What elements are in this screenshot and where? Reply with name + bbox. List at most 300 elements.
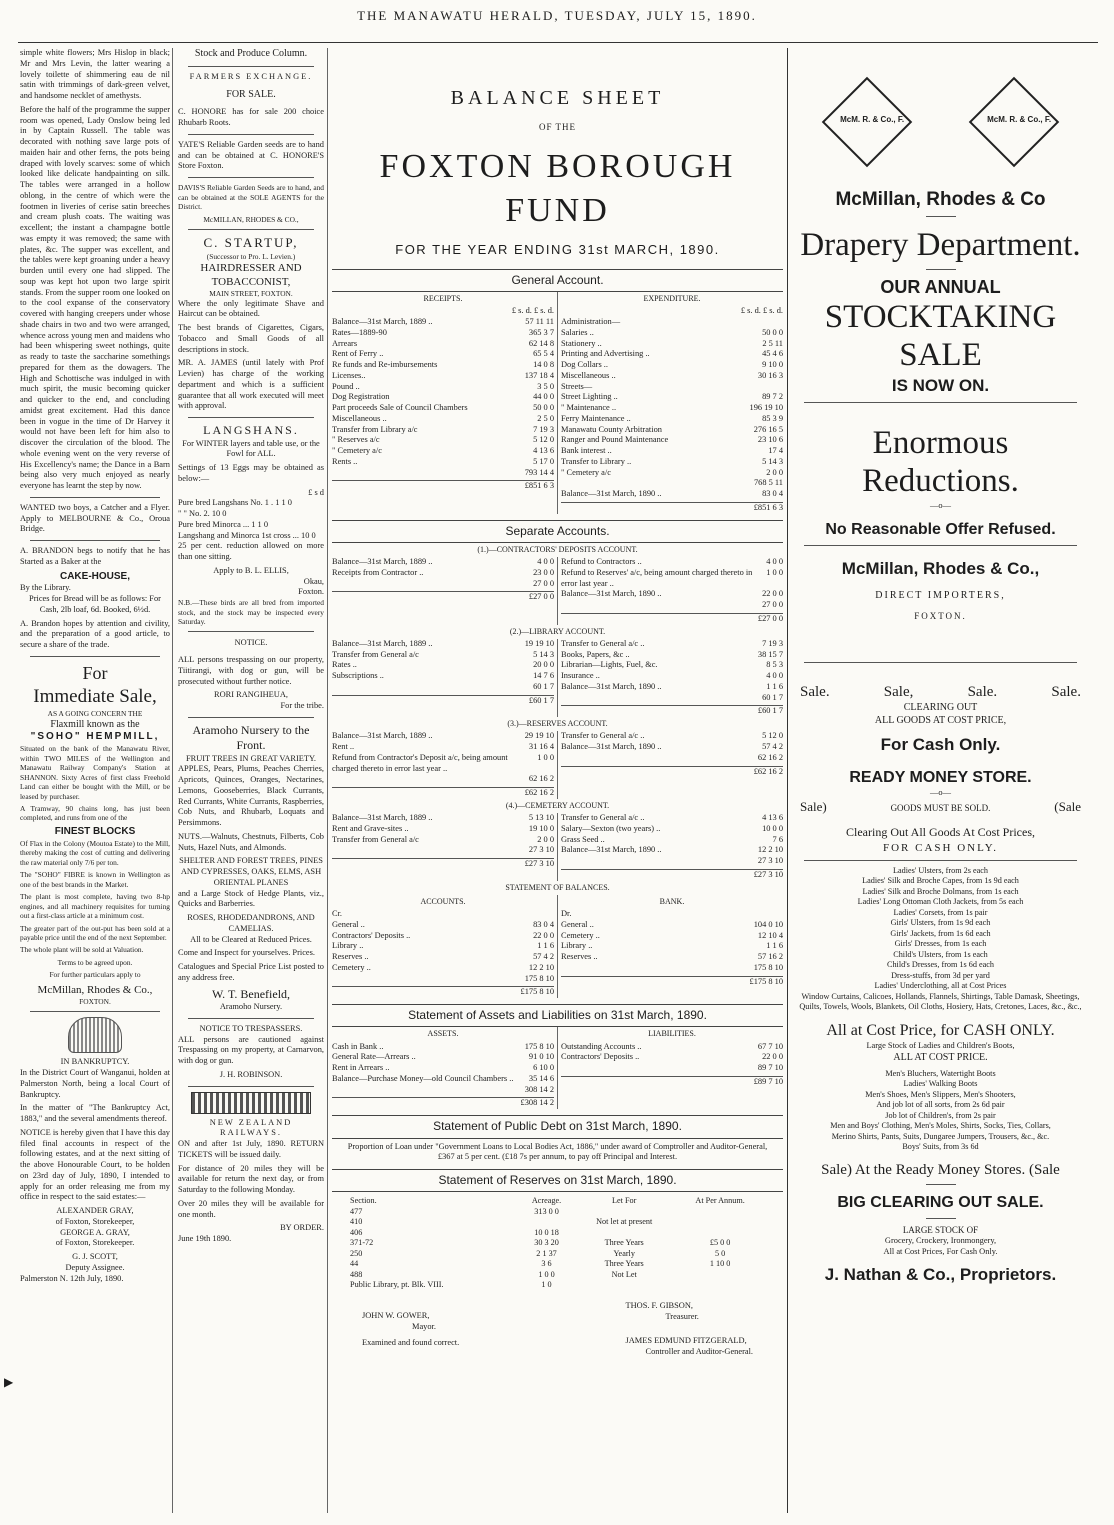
firm-logo-icon <box>968 77 1059 168</box>
no-offer-refused: No Reasonable Offer Refused. <box>825 520 1056 538</box>
account-label: Bank interest .. <box>561 446 612 456</box>
fibre-text: The "SOHO" FIBRE is known in Wellington as one of the best brands in the Market. <box>20 870 170 889</box>
yates-ad: YATE'S Reliable Garden seeds are to hand and can be obtained at C. HONORE'S Store Foxton. <box>178 139 324 171</box>
account-label: Balance—31st March, 1889 .. <box>332 557 433 567</box>
col-acreage: Acreage. <box>531 1196 562 1206</box>
account-label: Balance—31st March, 1889 .. <box>332 638 433 648</box>
account-row <box>332 731 554 742</box>
account-amount: 5 13 10 <box>528 813 554 823</box>
library-right <box>561 639 783 704</box>
list-item: Ladies' Silk and Broche Dolmans, from 1s each <box>862 886 1019 896</box>
account-amount: 20 0 0 <box>533 660 554 670</box>
flax-text: Of Flax in the Colony (Moutoa Estate) to the Mill, thereby making the cost of cutting and delivering the raw material only 7/6 per ton. <box>20 838 170 867</box>
account-label: Library .. <box>561 941 593 951</box>
account-amount: 83 0 4 <box>762 489 783 499</box>
account-row <box>332 468 554 479</box>
account-amount: 65 5 4 <box>533 349 554 359</box>
cemetery-right-total: £27 3 10 <box>561 869 783 881</box>
list-item: Ladies' Walking Boots <box>903 1079 978 1089</box>
account-row <box>561 931 783 942</box>
account-amount: 4 0 0 <box>766 671 783 681</box>
list-item: Men's Bluchers, Watertight Boots <box>885 1068 996 1078</box>
treasurer-label: Treasurer. <box>665 1311 699 1321</box>
reserves-cell: 3 6 <box>541 1259 552 1269</box>
reserves-row <box>350 1228 765 1239</box>
account-label: Reserves .. <box>561 952 598 962</box>
account-amount: 12 2 10 <box>757 845 783 855</box>
account-row <box>332 813 554 824</box>
account-label: Transfer from General a/c <box>332 649 419 659</box>
for-cash-only: FOR CASH ONLY. <box>882 841 999 854</box>
reduced-text: All to be Cleared at Reduced Prices. <box>190 934 312 944</box>
reserves-left-total: £62 16 2 <box>332 787 554 799</box>
cemetery-right <box>561 813 783 867</box>
account-row <box>332 920 554 931</box>
sale-left: Sale) <box>800 798 827 814</box>
account-amount <box>779 382 783 393</box>
cash-only: For Cash Only. <box>880 734 1001 754</box>
account-label: Street Lighting .. <box>561 392 618 402</box>
finest-blocks: FINEST BLOCKS <box>54 825 136 837</box>
account-row <box>332 579 554 590</box>
benefield-name: W. T. Benefield, <box>211 986 291 1001</box>
clearing-all: Clearing Out All Goods At Cost Prices, <box>846 825 1035 840</box>
account-row <box>561 813 783 824</box>
account-label: Rent of Ferry .. <box>332 349 384 359</box>
account-amount: 27 3 10 <box>528 845 554 855</box>
column-4 <box>787 48 1087 1513</box>
list-item: Job lot of Children's, from 2s pair <box>885 1110 996 1120</box>
account-row <box>332 952 554 963</box>
account-amount: 50 0 0 <box>533 403 554 413</box>
list-item: Boys' Suits, from 3s 6d <box>902 1142 979 1152</box>
account-amount: 175 8 10 <box>524 973 554 983</box>
reserves-cell: 406 <box>350 1227 363 1237</box>
account-row <box>561 468 783 479</box>
account-amount: 44 0 0 <box>533 392 554 402</box>
balances-left-total: £175 8 10 <box>332 986 554 998</box>
gray-name: GEORGE A. GRAY, <box>60 1227 130 1237</box>
account-row <box>561 568 783 590</box>
expenditure-list <box>561 317 783 500</box>
account-label: Cemetery .. <box>561 930 600 940</box>
assets-table <box>332 1027 783 1109</box>
borough-fund-title: FOXTON BOROUGH FUND <box>379 148 736 229</box>
expenditure-label: EXPENDITURE. <box>643 294 701 304</box>
account-row <box>561 392 783 403</box>
reserves-cell: Not let at present <box>596 1217 653 1227</box>
gray-detail: of Foxton, Storekeeper, <box>55 1216 135 1226</box>
drapery-heading: Drapery Department. <box>800 227 1081 264</box>
account-amount: 22 0 0 <box>762 1052 783 1062</box>
account-row <box>561 952 783 963</box>
mill-location: Situated on the bank of the Manawatu River, within TWO MILES of the Wellington and Manawatu Railway Company's Station at SHANNON. Sixty Acres of first class Freehold Land can either be bought with the Mill, or be leased by purchaser. <box>20 744 170 801</box>
fruit-heading: FRUIT TREES IN GREAT VARIETY. <box>185 753 317 763</box>
reserves-cell <box>675 1228 765 1239</box>
account-amount <box>779 317 783 328</box>
reserves-cell <box>573 1280 675 1291</box>
account-label: Rents .. <box>332 456 358 466</box>
reserves-table <box>332 731 783 799</box>
account-label: Arrears <box>332 338 358 348</box>
assets-total: £308 14 2 <box>332 1097 554 1109</box>
account-amount: 7 19 3 <box>533 424 554 434</box>
account-row <box>561 920 783 931</box>
reserves-heading: (3.)—RESERVES ACCOUNT. <box>507 719 608 729</box>
account-row <box>332 931 554 942</box>
account-amount: 8 5 3 <box>766 660 783 670</box>
account-label: Rent in Arrears .. <box>332 1063 390 1073</box>
order-label: BY ORDER. <box>280 1223 324 1233</box>
account-amount: 5 12 0 <box>533 435 554 445</box>
signatures <box>332 1301 783 1358</box>
divider <box>804 662 1077 663</box>
june-date: June 19th 1890. <box>178 1234 232 1244</box>
reserves-cell: Yearly <box>613 1248 635 1258</box>
enormous-heading: Enormous Reductions. <box>862 424 1019 499</box>
account-row <box>561 835 783 846</box>
plant-text: The plant is most complete, having two 8-hp engines, and all machinery requisites for turning out a first-class article at a minimum cost. <box>20 892 170 921</box>
account-row <box>561 693 783 704</box>
account-row <box>332 349 554 360</box>
reserves-statement-table <box>350 1196 765 1291</box>
account-label: Transfer to Library .. <box>561 456 632 466</box>
account-amount: 30 16 3 <box>757 370 783 380</box>
reserves-row <box>350 1217 765 1228</box>
account-label: Balance—31st March, 1890 .. <box>561 742 662 752</box>
train-icon <box>191 1092 311 1114</box>
balances-heading: STATEMENT OF BALANCES. <box>505 882 610 892</box>
account-amount: 793 14 4 <box>524 467 554 477</box>
gower-name: JOHN W. GOWER, <box>362 1310 430 1320</box>
particulars-text: For further particulars apply to <box>49 970 141 980</box>
account-amount: 137 18 4 <box>524 370 554 380</box>
divider <box>30 497 160 498</box>
account-row <box>332 446 554 457</box>
contractors-left <box>332 557 554 589</box>
notice-heading: NOTICE. <box>234 638 268 648</box>
reserves-cell: 1 0 0 <box>538 1269 555 1279</box>
gray-detail: of Foxton, Storekeeper. <box>55 1238 135 1248</box>
reserves-header-row <box>350 1196 765 1207</box>
sale-word: Sale, <box>883 684 914 701</box>
account-label: Salaries .. <box>561 327 594 337</box>
bread-prices: Prices for Bread will be as follows: For Cash, 2lb loaf, 6d. Booked, 6½d. <box>29 594 161 614</box>
nursery-label: Aramoho Nursery. <box>219 1002 283 1012</box>
settings-text: Settings of 13 Eggs may be obtained as below:— <box>178 463 324 483</box>
account-amount: 2 5 0 <box>537 413 554 423</box>
importers: DIRECT IMPORTERS, <box>875 589 1006 601</box>
account-row <box>332 974 554 985</box>
account-row <box>332 382 554 393</box>
account-label: Outstanding Accounts .. <box>561 1041 642 1051</box>
apples-text: APPLES, Pears, Plums, Peaches Cherries, Apricots, Quinces, Oranges, Nectarines, Lemons, Gooseberries, Black Currants, Red Currants, White Currants, Raspberries, Cob Nuts, and Rhubarb, Loquats and Persimmons. <box>178 764 324 828</box>
reserves-cell: 5 0 <box>714 1248 726 1258</box>
account-row <box>561 650 783 661</box>
reserves-cell <box>573 1228 675 1239</box>
column-3 <box>327 48 783 1513</box>
account-label: Insurance .. <box>561 671 600 681</box>
account-row <box>561 382 783 393</box>
account-row <box>332 1042 554 1053</box>
contractors-right-total: £27 0 0 <box>561 613 783 625</box>
reserves-cell <box>520 1217 573 1228</box>
items-list <box>794 866 1087 1013</box>
divider <box>30 1011 160 1012</box>
account-label: Balance—31st March, 1889 .. <box>332 813 433 823</box>
divider <box>30 540 160 541</box>
now-on: IS NOW ON. <box>891 376 990 396</box>
account-amount: 768 5 11 <box>753 478 783 488</box>
reduction-text: 25 per cent. reduction allowed on more than one sitting. <box>178 541 324 562</box>
contractors-left-total: £27 0 0 <box>332 591 554 603</box>
winter-text: For WINTER layers and table use, or the Fowl for ALL. <box>182 438 320 459</box>
nathan-proprietors: J. Nathan & Co., Proprietors. <box>824 1264 1057 1284</box>
account-amount: 35 14 6 <box>528 1073 554 1083</box>
for-sale-heading: FOR SALE. <box>226 88 276 100</box>
reserves-right <box>561 731 783 763</box>
grocery-line: Grocery, Crockery, Ironmongery, <box>884 1236 997 1246</box>
aramoho-heading: Aramoho Nursery to the Front. <box>192 722 310 753</box>
receipts-side <box>332 292 558 513</box>
account-label: General .. <box>561 919 594 929</box>
expenditure-side <box>558 292 783 513</box>
distance-text: For distance of 20 miles they will be available for return the next day, or from Saturday to the following Monday. <box>178 1163 324 1195</box>
account-row <box>561 435 783 446</box>
come-text: Come and Inspect for yourselves. Prices. <box>178 948 315 958</box>
list-item: Men and Boys' Clothing, Men's Moles, Shirts, Socks, Ties, Collars, <box>830 1121 1051 1131</box>
account-amount: 62 14 8 <box>528 338 554 348</box>
ready-money-store: READY MONEY STORE. <box>849 768 1032 786</box>
balance-sheet-title: BALANCE SHEET <box>450 87 665 109</box>
column-1 <box>20 48 170 1513</box>
divider <box>188 229 314 230</box>
account-amount: 89 7 10 <box>757 1063 783 1073</box>
account-label: Transfer from General a/c <box>332 834 419 844</box>
contractors-heading: (1.)—CONTRACTORS' DEPOSITS ACCOUNT. <box>477 544 638 554</box>
account-amount: 19 19 10 <box>524 638 554 648</box>
successor-note: (Successor to Pro. L. Levien.) <box>206 251 296 261</box>
account-amount: 12 2 10 <box>528 962 554 972</box>
foxton-label: FOXTON. <box>914 610 967 621</box>
bank-label: BANK. <box>659 896 685 906</box>
public-debt-text: Proportion of Loan under "Government Loans to Local Bodies Act, 1886," under award of Comptroller and Auditor-General, £367 at 5 per cent. (£18 7s per annum, to pay off Principal and Interest. <box>347 1141 768 1162</box>
general-account-table <box>332 292 783 513</box>
account-label: Transfer to General a/c .. <box>561 638 645 648</box>
contractors-table <box>332 557 783 625</box>
divider <box>188 417 314 418</box>
goods-sold-line <box>794 799 1087 816</box>
balances-right-total: £175 8 10 <box>561 976 783 988</box>
balances-left <box>332 920 554 985</box>
account-label: Refund from Contractor's Deposit a/c, being amount charged thereto in error last year .. <box>332 752 508 773</box>
large-stock: LARGE STOCK OF <box>902 1224 979 1235</box>
reserves-cell <box>675 1270 765 1281</box>
account-label: Balance—31st March, 1890 .. <box>561 589 662 599</box>
list-item: Men's Shoes, Men's Slippers, Men's Shooters, <box>865 1089 1016 1099</box>
list-item: Dress-stuffs, from 3d per yard <box>891 970 990 980</box>
reserves-row <box>350 1259 765 1270</box>
account-label: Pound .. <box>332 381 360 391</box>
account-label: " Cemetery a/c <box>332 446 382 456</box>
all-goods: ALL GOODS AT COST PRICE, <box>874 715 1007 727</box>
ellis-place: Okau, <box>303 576 324 586</box>
account-row <box>561 963 783 974</box>
account-label: Manawatu County Arbitration <box>561 424 662 434</box>
reserves-cell: 371-72 <box>350 1238 374 1248</box>
account-label: Rent and Grave-sites .. <box>332 823 409 833</box>
reserves-row <box>350 1280 765 1291</box>
account-row <box>561 425 783 436</box>
account-label: Rent .. <box>332 742 355 752</box>
balances-right <box>561 920 783 974</box>
account-amount: 62 16 2 <box>757 752 783 762</box>
davis-agent: McMILLAN, RHODES & CO., <box>203 214 299 224</box>
valuation-text: The whole plant will be sold at Valuation. <box>20 945 144 955</box>
cake-house-title: CAKE-HOUSE, <box>59 570 130 582</box>
trespassers-heading: NOTICE TO TRESPASSERS. <box>199 1023 303 1033</box>
reserves-cell: 250 <box>350 1248 363 1258</box>
reserves-cell: 30 3 20 <box>534 1238 559 1248</box>
list-item: Girls' Jackets, from 1s 6d each <box>890 928 991 938</box>
divider <box>188 631 314 632</box>
currency-heading: £ s. d. £ s. d. <box>511 306 554 316</box>
account-row <box>561 317 783 328</box>
list-item: Ladies' Corsets, from 1s pair <box>893 907 988 917</box>
reserves-right-total: £62 16 2 <box>561 766 783 778</box>
divider <box>188 1018 314 1019</box>
account-row <box>561 446 783 457</box>
receipts-label: RECEIPTS. <box>423 294 463 304</box>
account-row <box>332 650 554 661</box>
cr-label: Cr. <box>332 909 343 919</box>
assets-heading: Statement of Assets and Liabilities on 31st March, 1890. <box>332 1004 783 1027</box>
account-amount: 7 19 3 <box>762 638 783 648</box>
price-heading: £ s d <box>308 487 324 497</box>
reserves-cell: 10 0 18 <box>534 1227 559 1237</box>
divider <box>926 1218 956 1219</box>
terms-text: Terms to be agreed upon. <box>57 957 133 967</box>
langshan-price: Pure bred Langshans No. 1 . 1 1 0 <box>178 498 292 508</box>
hedge-text: and a Large Stock of Hedge Plants, viz., Quicks and Barberries. <box>178 888 324 909</box>
reserves-row <box>350 1238 765 1249</box>
cross-price: Langshang and Minorca 1st cross ... 10 0 <box>178 530 316 540</box>
catalogue-text: Catalogues and Special Price List posted to any address free. <box>178 962 324 982</box>
currency-heading: £ s. d. £ s. d. <box>740 306 783 316</box>
list-item: Ladies' Long Ottoman Cloth Jackets, from 5s each <box>857 897 1024 907</box>
list-item: Ladies' Ulsters, from 2s each <box>893 865 988 875</box>
immediate-sale-heading: Immediate Sale, <box>33 685 157 707</box>
account-label: Balance—31st March, 1890 .. <box>561 681 662 691</box>
account-row <box>332 671 554 682</box>
controller-label: Controller and Auditor-General. <box>645 1347 753 1357</box>
account-amount: 5 14 3 <box>762 456 783 466</box>
account-row <box>332 824 554 835</box>
library-left <box>332 639 554 693</box>
account-row <box>332 682 554 693</box>
list-item: And job lot of all sorts, from 2s 6d pair <box>876 1100 1005 1110</box>
minorca-price: Pure bred Minorca ... 1 1 0 <box>178 519 269 529</box>
account-amount: 50 0 0 <box>762 327 783 337</box>
account-row <box>332 328 554 339</box>
account-amount: 57 16 2 <box>757 952 783 962</box>
cemetery-left <box>332 813 554 856</box>
account-amount: 7 6 <box>772 834 783 844</box>
list-item: Girls' Dresses, from 1s each <box>894 939 987 949</box>
account-label: Transfer from Library a/c <box>332 424 418 434</box>
account-row <box>561 600 783 611</box>
account-label: Salary—Sexton (two years) .. <box>561 823 661 833</box>
account-amount: 27 0 0 <box>533 578 554 588</box>
return-text: ON and after 1st July, 1890. RETURN TICKETS will be issued daily. <box>178 1139 324 1159</box>
sale-line <box>794 683 1087 702</box>
library-right-total: £60 1 7 <box>561 705 783 717</box>
account-amount: 62 16 2 <box>528 774 554 784</box>
account-amount: 175 8 10 <box>753 962 783 972</box>
list-item: Window Curtains, Calicoes, Hollands, Flannels, Shirtings, Table Damask, Sheetings, Quilts, Towels, Wools, Blankets, Oil Cloths, Hosiery, Hats, Cretones, Laces, &c., &c., <box>799 991 1082 1012</box>
account-label: Streets— <box>561 381 593 391</box>
account-label: Rates .. <box>332 660 357 670</box>
account-row <box>332 1052 554 1063</box>
account-row <box>332 1074 554 1085</box>
sale-word: Sale. <box>1051 684 1081 701</box>
annual-heading: OUR ANNUAL <box>880 277 1001 298</box>
sale-word: Sale. <box>967 684 998 701</box>
account-label: Contractors' Deposits .. <box>332 930 411 940</box>
soho-hempmill: "SOHO" HEMPMILL, <box>30 731 160 743</box>
stocktaking-heading: STOCKTAKING SALE <box>824 299 1057 374</box>
divider <box>926 269 956 270</box>
royal-crest-icon <box>68 1017 122 1053</box>
big-clearing: BIG CLEARING OUT SALE. <box>837 1194 1044 1212</box>
account-amount: 1 0 0 <box>766 567 783 577</box>
langshans-heading: LANGSHANS. <box>203 423 299 438</box>
account-amount: 45 4 6 <box>762 349 783 359</box>
court-text: In the District Court of Wanganui, holden at Palmerston North, being a local Court of Bankruptcy. <box>20 1068 170 1099</box>
reserves-cell: Three Years <box>604 1259 644 1269</box>
account-label: Dog Registration <box>332 392 390 402</box>
account-row <box>561 371 783 382</box>
account-row <box>332 660 554 671</box>
account-label: Transfer to General a/c .. <box>561 813 645 823</box>
account-amount: 19 10 0 <box>528 823 554 833</box>
divider <box>188 717 314 718</box>
reserves-cell: Not Let <box>611 1269 637 1279</box>
general-account-heading: General Account. <box>332 269 783 292</box>
clearing-out: CLEARING OUT <box>903 702 978 714</box>
account-amount: 60 1 7 <box>762 692 783 702</box>
account-row <box>561 1063 783 1074</box>
reserves-statement-heading: Statement of Reserves on 31st March, 1890. <box>332 1169 783 1192</box>
account-amount: 89 7 2 <box>762 392 783 402</box>
divider <box>188 66 314 67</box>
column-2 <box>172 48 324 1513</box>
account-row <box>561 339 783 350</box>
masthead-title: THE MANAWATU HERALD, TUESDAY, JULY 15, 1890. <box>357 8 757 23</box>
account-label: Stationery .. <box>561 338 602 348</box>
account-label: Miscellaneous .. <box>561 370 616 380</box>
account-amount: 31 16 4 <box>528 742 554 752</box>
account-label: Ranger and Pound Maintenance <box>561 435 669 445</box>
sale-word: Sale. <box>800 684 830 701</box>
col-per-annum: At Per Annum. <box>695 1196 745 1206</box>
assets-list <box>332 1042 554 1096</box>
matter-text: In the matter of "The Bankruptcy Act, 1883," and the several amendments thereof. <box>20 1103 170 1124</box>
account-label: Balance—31st March, 1890 .. <box>561 845 662 855</box>
account-label: Miscellaneous .. <box>332 413 387 423</box>
account-row <box>332 941 554 952</box>
ellis-name: Apply to B. L. ELLIS, <box>213 565 289 575</box>
